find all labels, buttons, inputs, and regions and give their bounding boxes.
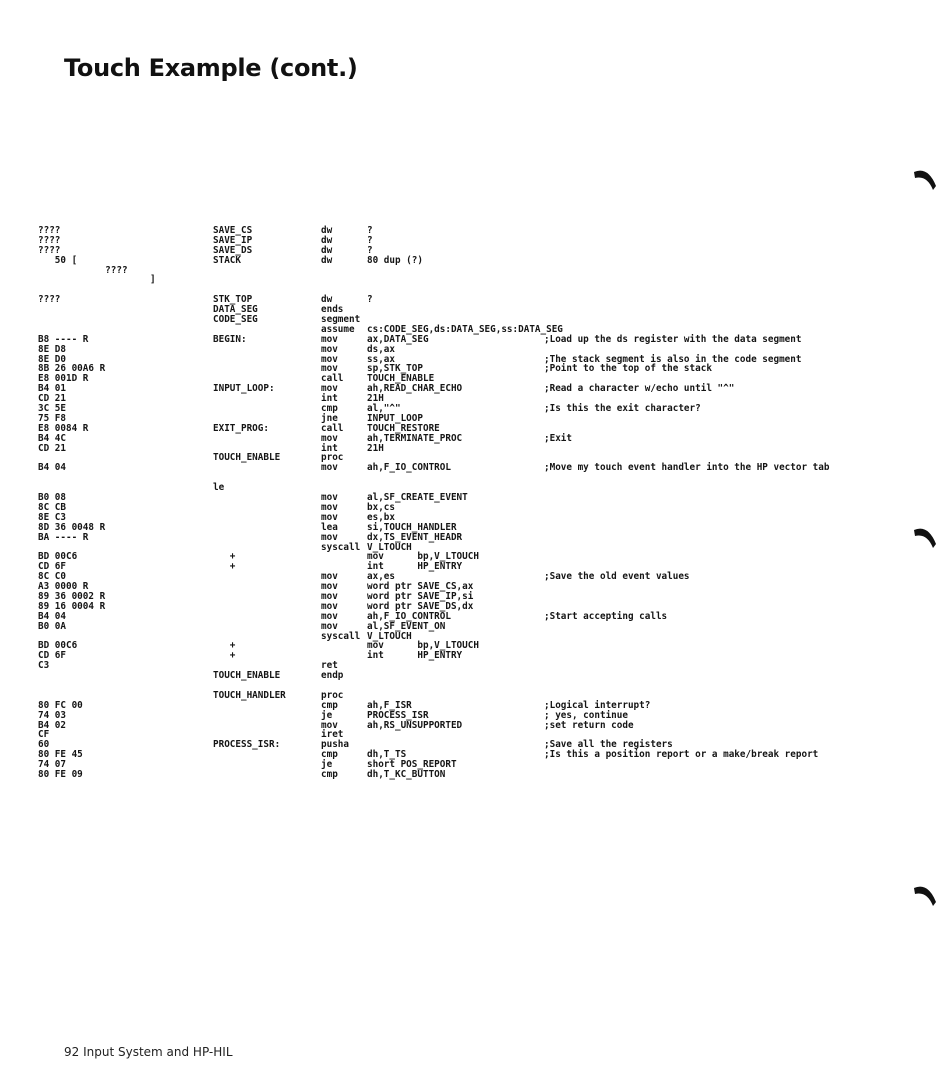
listing-line	[38, 285, 943, 295]
listing-operand: si,TOUCH_HANDLER	[367, 521, 457, 533]
binder-tab-mark	[912, 164, 938, 194]
listing-operand: mov bp,V_LTOUCH	[367, 640, 479, 652]
listing-address-hex: 8E D8	[38, 343, 66, 355]
listing-operand: ah,RS_UNSUPPORTED	[367, 719, 463, 731]
listing-operand: word ptr SAVE_DS,dx	[367, 600, 474, 612]
listing-address-hex: 80 FE 45	[38, 749, 83, 761]
listing-operand: bx,cs	[367, 501, 395, 513]
listing-opcode: mov	[321, 581, 338, 593]
listing-address-hex: 74 07	[38, 759, 66, 771]
listing-comment: ;set return code	[544, 719, 634, 731]
listing-address-hex: 89 16 0004 R	[38, 600, 106, 612]
listing-opcode: ends	[321, 304, 344, 316]
listing-address-hex: B4 04	[38, 462, 66, 474]
listing-operand: es,bx	[367, 511, 395, 523]
listing-address-hex: ????	[38, 234, 61, 246]
listing-line	[38, 750, 943, 760]
listing-line	[38, 463, 943, 473]
listing-operand: ah,F_IO_CONTROL	[367, 610, 451, 622]
listing-address-hex: 8B 26 00A6 R	[38, 363, 106, 375]
listing-line	[38, 483, 943, 493]
listing-label: INPUT_LOOP:	[213, 383, 275, 395]
listing-opcode: je	[321, 759, 333, 771]
listing-opcode: cmp	[321, 699, 338, 711]
listing-line	[38, 730, 943, 740]
listing-label: SAVE_CS	[213, 225, 253, 236]
listing-line	[38, 592, 943, 602]
listing-line	[38, 701, 943, 711]
listing-line	[38, 246, 943, 256]
listing-opcode: mov	[321, 620, 338, 632]
listing-comment: ;Move my touch event handler into the HP vector tab	[544, 462, 830, 474]
listing-address-hex: ????	[38, 225, 61, 236]
listing-operand: TOUCH_RESTORE	[367, 422, 440, 434]
listing-opcode: lea	[321, 521, 338, 533]
listing-address-hex: E8 001D R	[38, 373, 89, 385]
listing-operand: ds,ax	[367, 343, 395, 355]
listing-address-hex: ????	[38, 294, 61, 306]
listing-comment: ;Read a character w/echo until "^"	[544, 383, 735, 395]
listing-line	[38, 364, 943, 374]
listing-operand: ax,DATA_SEG	[367, 333, 429, 345]
listing-line	[38, 582, 943, 592]
listing-line	[38, 503, 943, 513]
listing-line	[38, 523, 943, 533]
listing-operand: 80 dup (?)	[367, 254, 423, 266]
listing-operand: V_LTOUCH	[367, 630, 412, 642]
listing-line	[38, 424, 943, 434]
listing-address-hex: B0 08	[38, 492, 66, 504]
listing-opcode: int	[321, 393, 338, 405]
listing-line	[38, 394, 943, 404]
listing-operand: PROCESS_ISR	[367, 709, 429, 721]
listing-comment: ;Point to the top of the stack	[544, 363, 712, 375]
listing-opcode: jne	[321, 412, 338, 424]
listing-label: TOUCH_ENABLE	[213, 670, 281, 682]
listing-opcode: mov	[321, 333, 338, 345]
listing-line	[38, 355, 943, 365]
listing-line	[38, 444, 943, 454]
listing-opcode: mov	[321, 571, 338, 583]
listing-opcode: proc	[321, 452, 344, 464]
assembly-listing	[38, 226, 943, 780]
listing-opcode: syscall	[321, 630, 361, 642]
listing-operand: mov bp,V_LTOUCH	[367, 551, 479, 563]
listing-comment: ;Start accepting calls	[544, 610, 668, 622]
listing-line	[38, 622, 943, 632]
listing-opcode: mov	[321, 492, 338, 504]
listing-line	[38, 374, 943, 384]
page-title: Touch Example (cont.)	[64, 54, 358, 82]
listing-operand: ah,READ_CHAR_ECHO	[367, 383, 463, 395]
listing-label: +	[213, 640, 236, 652]
listing-opcode: mov	[321, 590, 338, 602]
listing-comment: ;Save the old event values	[544, 571, 690, 583]
listing-address-hex: E8 0084 R	[38, 422, 89, 434]
listing-label: EXIT_PROG:	[213, 422, 269, 434]
listing-address-hex: 50 [	[38, 254, 78, 266]
listing-line	[38, 533, 943, 543]
listing-operand: 21H	[367, 442, 384, 454]
listing-line	[38, 295, 943, 305]
listing-opcode: mov	[321, 511, 338, 523]
listing-address-hex: B4 01	[38, 383, 66, 395]
listing-line	[38, 493, 943, 503]
listing-address-hex: CD 21	[38, 393, 66, 405]
listing-address-hex: 8D 36 0048 R	[38, 521, 106, 533]
listing-operand: ah,F_ISR	[367, 699, 412, 711]
binder-tab-mark	[912, 522, 938, 552]
listing-operand: ah,TERMINATE_PROC	[367, 432, 463, 444]
listing-address-hex: CD 21	[38, 442, 66, 454]
listing-operand: dh,T_TS	[367, 749, 407, 761]
listing-address-hex: 60	[38, 739, 50, 751]
listing-address-hex: A3 0000 R	[38, 581, 89, 593]
listing-operand: ?	[367, 294, 373, 306]
listing-operand: short POS_REPORT	[367, 759, 457, 771]
listing-line	[38, 325, 943, 335]
listing-address-hex: ????	[38, 264, 128, 276]
listing-opcode: mov	[321, 462, 338, 474]
listing-opcode: mov	[321, 600, 338, 612]
listing-line	[38, 434, 943, 444]
listing-line	[38, 236, 943, 246]
listing-line	[38, 651, 943, 661]
listing-opcode: cmp	[321, 403, 338, 415]
listing-address-hex: 8C C0	[38, 571, 66, 583]
listing-line	[38, 691, 943, 701]
listing-label: PROCESS_ISR:	[213, 739, 281, 751]
listing-label: SAVE_DS	[213, 244, 253, 256]
listing-label: DATA_SEG	[213, 304, 258, 316]
listing-opcode: mov	[321, 501, 338, 513]
listing-operand: ?	[367, 234, 373, 246]
listing-label: TOUCH_HANDLER	[213, 689, 286, 701]
listing-address-hex: B4 02	[38, 719, 66, 731]
listing-operand: 21H	[367, 393, 384, 405]
listing-operand: int HP_ENTRY	[367, 650, 463, 662]
listing-label: SAVE_IP	[213, 234, 253, 246]
listing-opcode: iret	[321, 729, 344, 741]
binder-tab-mark	[912, 880, 938, 910]
listing-line	[38, 572, 943, 582]
listing-line	[38, 612, 943, 622]
listing-comment: ; yes, continue	[544, 709, 628, 721]
listing-opcode: pusha	[321, 739, 349, 751]
listing-address-hex: B8 ---- R	[38, 333, 89, 345]
listing-line	[38, 661, 943, 671]
listing-operand: ax,es	[367, 571, 395, 583]
listing-address-hex: B4 4C	[38, 432, 66, 444]
listing-address-hex: ]	[38, 274, 156, 286]
listing-line	[38, 226, 943, 236]
listing-address-hex: CD 6F	[38, 561, 66, 573]
listing-opcode: assume	[321, 323, 355, 335]
listing-address-hex: B0 0A	[38, 620, 66, 632]
listing-operand: word ptr SAVE_IP,si	[367, 590, 474, 602]
listing-opcode: je	[321, 709, 333, 721]
listing-line	[38, 632, 943, 642]
listing-opcode: proc	[321, 689, 344, 701]
listing-address-hex: CD 6F	[38, 650, 66, 662]
listing-operand: V_LTOUCH	[367, 541, 412, 553]
listing-line	[38, 513, 943, 523]
listing-operand: int HP_ENTRY	[367, 561, 463, 573]
listing-address-hex: 8E C3	[38, 511, 66, 523]
listing-operand: cs:CODE_SEG,ds:DATA_SEG,ss:DATA_SEG	[367, 323, 563, 335]
listing-label: +	[213, 561, 236, 573]
listing-line	[38, 345, 943, 355]
listing-comment: ;Is this a position report or a make/break report	[544, 749, 819, 761]
listing-line	[38, 602, 943, 612]
listing-comment: ;Logical interrupt?	[544, 699, 651, 711]
listing-opcode: endp	[321, 670, 344, 682]
listing-address-hex: ????	[38, 244, 61, 256]
listing-address-hex: 3C 5E	[38, 403, 66, 415]
listing-address-hex: 80 FE 09	[38, 768, 83, 780]
listing-opcode: cmp	[321, 749, 338, 761]
listing-opcode: mov	[321, 531, 338, 543]
listing-address-hex: B4 04	[38, 610, 66, 622]
listing-line	[38, 552, 943, 562]
listing-label: CODE_SEG	[213, 314, 258, 326]
listing-operand: ?	[367, 244, 373, 256]
listing-opcode: dw	[321, 225, 333, 236]
listing-line	[38, 473, 943, 483]
listing-operand: ah,F_IO_CONTROL	[367, 462, 451, 474]
listing-operand: INPUT_LOOP	[367, 412, 423, 424]
listing-comment: ;The stack segment is also in the code segment	[544, 353, 802, 365]
listing-line	[38, 275, 943, 285]
listing-opcode: dw	[321, 234, 333, 246]
listing-line	[38, 711, 943, 721]
listing-address-hex: 74 03	[38, 709, 66, 721]
listing-line	[38, 335, 943, 345]
listing-label: +	[213, 551, 236, 563]
listing-operand: TOUCH_ENABLE	[367, 373, 435, 385]
listing-comment: ;Save all the registers	[544, 739, 673, 751]
listing-address-hex: C3	[38, 660, 50, 672]
listing-comment: ;Load up the ds register with the data segment	[544, 333, 802, 345]
listing-operand: word ptr SAVE_CS,ax	[367, 581, 474, 593]
listing-line	[38, 770, 943, 780]
listing-line	[38, 760, 943, 770]
listing-line	[38, 562, 943, 572]
listing-opcode: dw	[321, 254, 333, 266]
listing-operand: dx,TS_EVENT_HEADR	[367, 531, 463, 543]
listing-label: BEGIN:	[213, 333, 247, 345]
listing-address-hex: CF	[38, 729, 50, 741]
listing-operand: ss,ax	[367, 353, 395, 365]
listing-operand: al,"^"	[367, 403, 401, 415]
listing-comment: ;Exit	[544, 432, 572, 444]
listing-opcode: mov	[321, 363, 338, 375]
listing-label: TOUCH_ENABLE	[213, 452, 281, 464]
listing-line	[38, 721, 943, 731]
listing-line	[38, 256, 943, 266]
listing-opcode: mov	[321, 353, 338, 365]
listing-address-hex: 75 F8	[38, 412, 66, 424]
listing-opcode: call	[321, 373, 344, 385]
listing-line	[38, 681, 943, 691]
listing-opcode: int	[321, 442, 338, 454]
listing-opcode: mov	[321, 343, 338, 355]
listing-opcode: call	[321, 422, 344, 434]
listing-operand: ?	[367, 225, 373, 236]
listing-opcode: segment	[321, 314, 361, 326]
listing-label: le	[213, 482, 225, 494]
listing-opcode: ret	[321, 660, 338, 672]
listing-line	[38, 414, 943, 424]
listing-opcode: dw	[321, 244, 333, 256]
listing-opcode: mov	[321, 719, 338, 731]
listing-line	[38, 404, 943, 414]
listing-operand: al,SF_EVENT_ON	[367, 620, 446, 632]
listing-address-hex: 8E D0	[38, 353, 66, 365]
listing-line	[38, 641, 943, 651]
listing-opcode: cmp	[321, 768, 338, 780]
listing-opcode: mov	[321, 610, 338, 622]
listing-label: STACK	[213, 254, 241, 266]
listing-address-hex: BA ---- R	[38, 531, 89, 543]
listing-operand: dh,T_KC_BUTTON	[367, 768, 446, 780]
listing-address-hex: BD 00C6	[38, 640, 78, 652]
listing-line	[38, 671, 943, 681]
listing-label: STK_TOP	[213, 294, 253, 306]
listing-operand: sp,STK_TOP	[367, 363, 423, 375]
listing-line	[38, 543, 943, 553]
listing-address-hex: 8C CB	[38, 501, 66, 513]
listing-opcode: syscall	[321, 541, 361, 553]
listing-line	[38, 305, 943, 315]
listing-opcode: dw	[321, 294, 333, 306]
listing-address-hex: BD 00C6	[38, 551, 78, 563]
listing-line	[38, 266, 943, 276]
listing-address-hex: 80 FC 00	[38, 699, 83, 711]
listing-address-hex: 89 36 0002 R	[38, 590, 106, 602]
listing-comment: ;Is this the exit character?	[544, 403, 701, 415]
listing-opcode: mov	[321, 383, 338, 395]
page-footer: 92 Input System and HP-HIL	[64, 1045, 233, 1059]
listing-line	[38, 384, 943, 394]
listing-opcode: mov	[321, 432, 338, 444]
listing-operand: al,SF_CREATE_EVENT	[367, 492, 468, 504]
listing-label: +	[213, 650, 236, 662]
